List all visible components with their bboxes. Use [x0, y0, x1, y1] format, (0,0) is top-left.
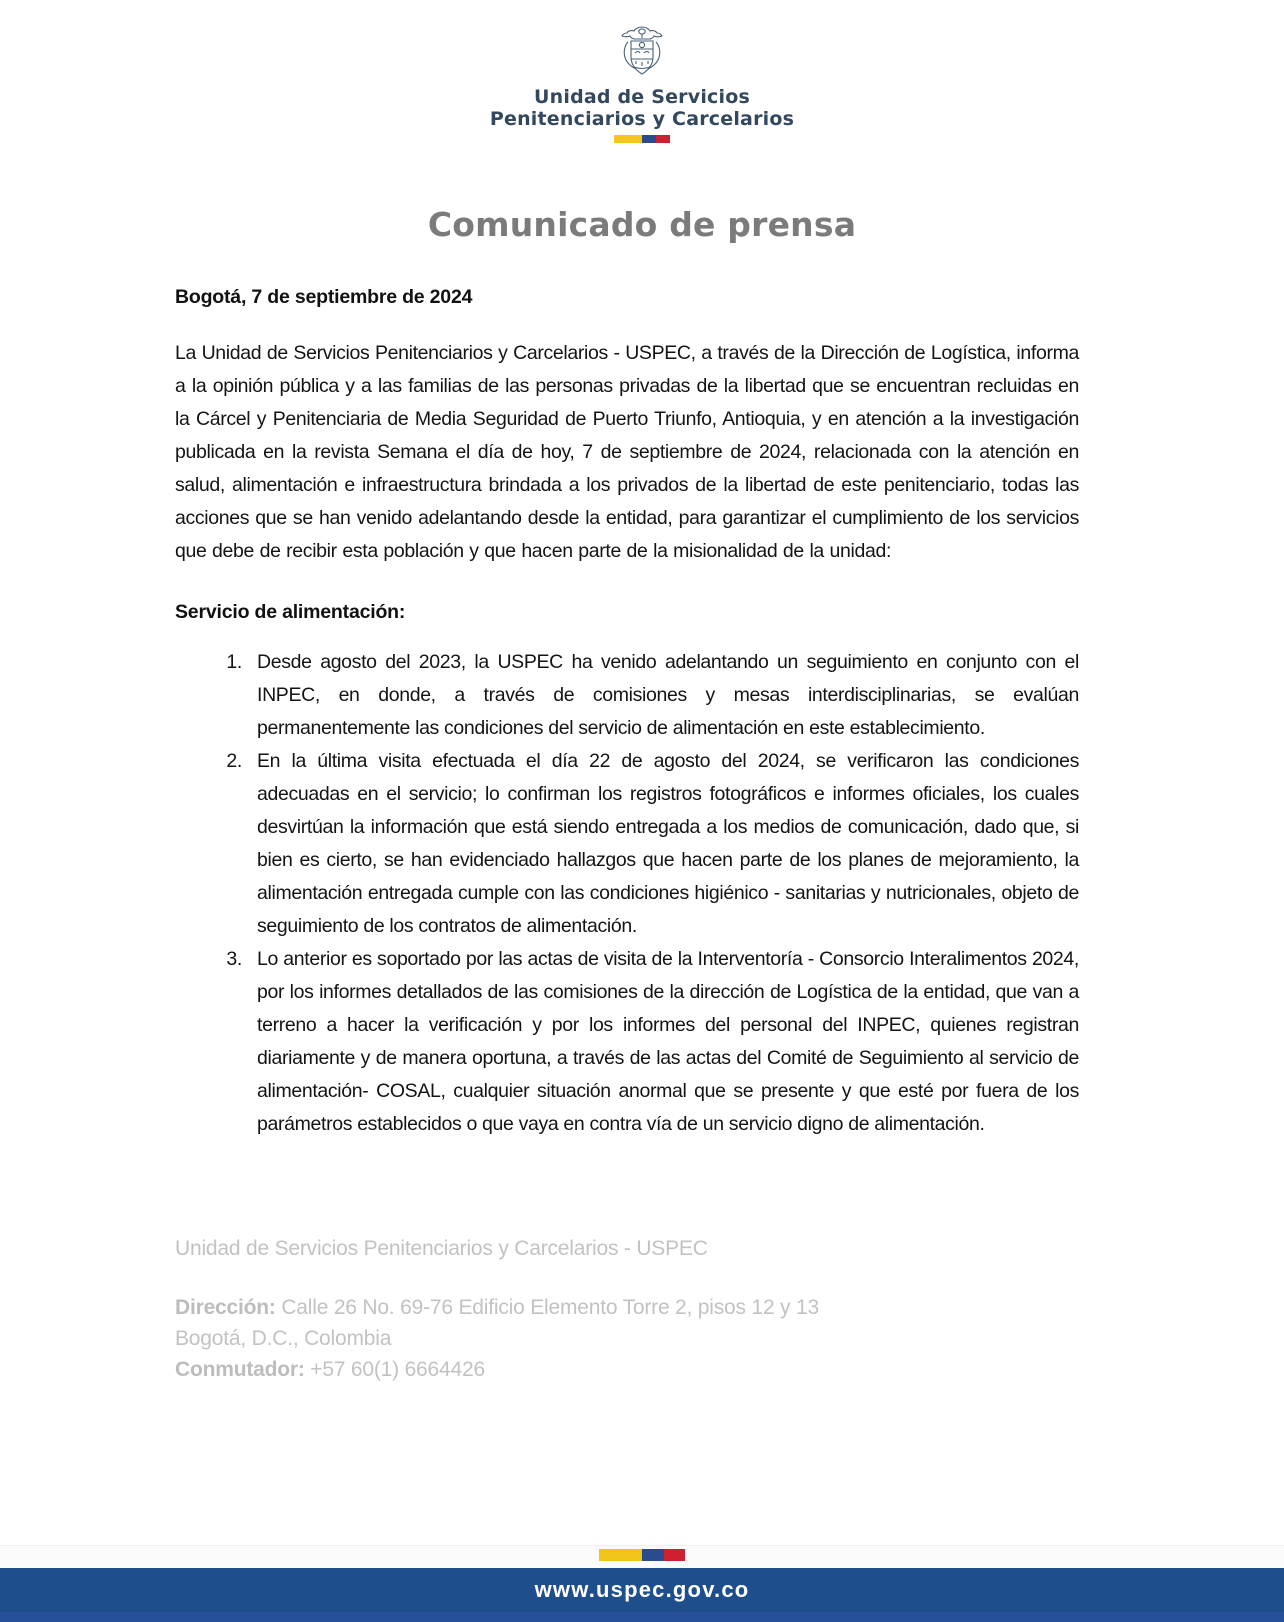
numbered-list	[175, 646, 1079, 1141]
page-title: Comunicado de prensa	[427, 205, 857, 244]
logo-organization-name	[0, 86, 1284, 130]
address-value: Calle 26 No. 69-76 Edificio Elemento Torre 2, pisos 12 y 13	[275, 1296, 819, 1319]
footer-address-line	[175, 1292, 1079, 1323]
logo-line-2: Penitenciarios y Carcelarios	[489, 108, 795, 130]
footer-contact-block	[0, 1233, 1284, 1385]
footer-city-line: Bogotá, D.C., Colombia	[175, 1327, 392, 1350]
bottom-banner	[0, 1545, 1284, 1622]
section-heading-alimentacion: Servicio de alimentación:	[175, 601, 406, 623]
intro-paragraph: La Unidad de Servicios Penitenciarios y Carcelarios - USPEC, a través de la Dirección de Logística, informa a la opinión pública y a las familias de las personas privadas de la libertad que se encuentran recluidas en la Cárcel y Penitenciaria de Media Seguridad de Puerto Triunfo, Antioquia, y en atención a la investigación publicada en la revista Semana el día de hoy, 7 de septiembre de 2024, relacionada con la atención en salud, alimentación e infraestructura brindada a los privados de la libertad de este penitenciario, todas las acciones que se han venido adelantando desde la entidad, para garantizar el cumplimiento de los servicios que debe de recibir esta población y que hacen parte de la misionalidad de la unidad:	[175, 342, 1079, 562]
document-body	[0, 286, 1284, 1141]
address-label: Dirección:	[175, 1296, 276, 1319]
footer-organization: Unidad de Servicios Penitenciarios y Carcelarios - USPEC	[175, 1237, 708, 1260]
list-item: 2. En la última visita efectuada el día 22 de agosto del 2024, se verificaron las condiciones adecuadas en el servicio; lo confirman los registros fotográficos e informes oficiales, los cuales desvirtúan la información que está siendo entregada a los medios de comunicación, dado que, si bien es cierto, se han evidenciado hallazgos que hacen parte de los planes de mejoramiento, la alimentación entregada cumple con las condiciones higiénico - sanitarias y nutricionales, objeto de seguimiento de los contratos de alimentación.	[247, 745, 1079, 943]
institutional-logo	[0, 0, 1284, 143]
list-item: 1. Desde agosto del 2023, la USPEC ha venido adelantando un seguimiento en conjunto con el INPEC, en donde, a través de comisiones y mesas interdisciplinarias, se evalúan permanentemente las condiciones del servicio de alimentación en este establecimiento.	[247, 646, 1079, 745]
banner-url-bar	[0, 1568, 1284, 1612]
banner-bottom-strip	[0, 1612, 1284, 1622]
website-url[interactable]: www.uspec.gov.co	[534, 1577, 750, 1602]
phone-value: +57 60(1) 6664426	[304, 1358, 485, 1381]
logo-line-1: Unidad de Servicios	[534, 86, 750, 108]
banner-flag-row	[0, 1545, 1284, 1568]
dateline: Bogotá, 7 de septiembre de 2024	[175, 286, 473, 308]
colombia-coat-of-arms-icon	[612, 22, 672, 84]
phone-label: Conmutador:	[175, 1358, 305, 1381]
footer-phone-line	[175, 1354, 1079, 1385]
colombia-flag-icon-footer	[599, 1549, 685, 1561]
list-item: 3. Lo anterior es soportado por las actas de visita de la Interventoría - Consorcio Interalimentos 2024, por los informes detallados de las comisiones de la dirección de Logística de la entidad, que van a terreno a hacer la verificación y por los informes del personal del INPEC, quienes registran diariamente y de manera oportuna, a través de las actas del Comité de Seguimiento al servicio de alimentación- COSAL, cualquier situación anormal que se presente y que esté por fuera de los parámetros establecidos o que vaya en contra vía de un servicio digno de alimentación.	[247, 943, 1079, 1141]
colombia-flag-icon-header	[614, 135, 670, 143]
